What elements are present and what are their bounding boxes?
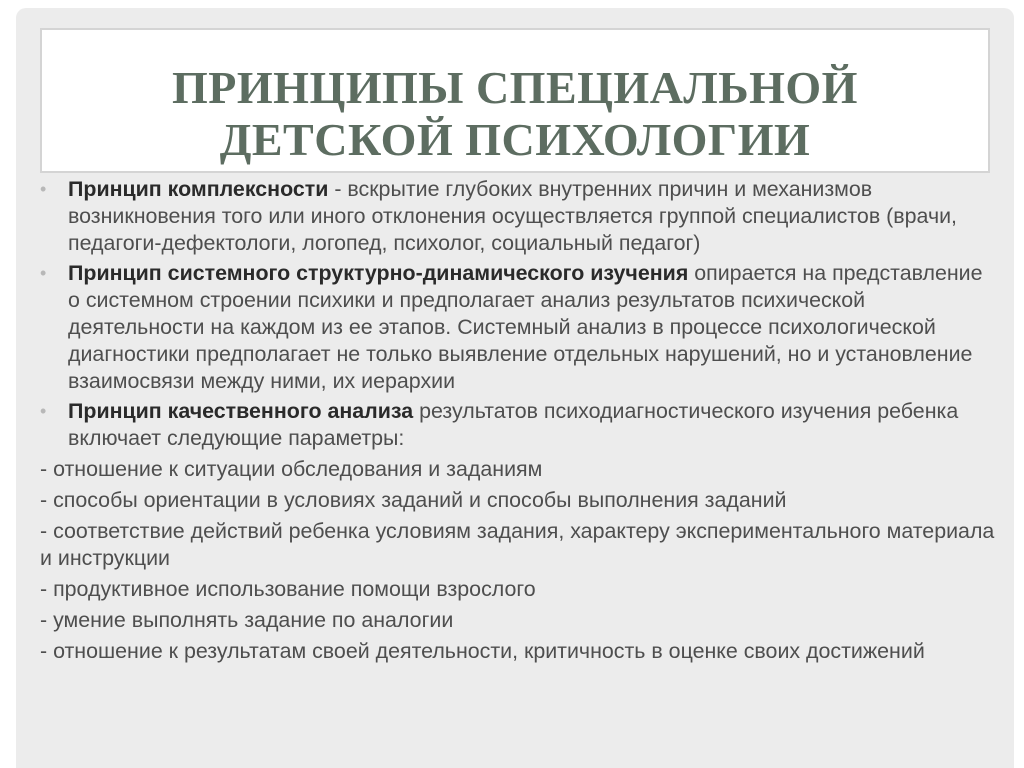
bullet-bold-text: Принцип комплексности <box>68 177 329 201</box>
title-box <box>40 28 990 173</box>
bullet-bold-text: Принцип качественного анализа <box>68 399 414 423</box>
parameter-item: - отношение к результатам своей деятельности, критичность в оценке своих достижений <box>40 639 925 663</box>
bullet-text: - вскрытие глубоких внутренних причин и механизмов возникновения того или иного отклонения осуществляется группой специалистов (врачи, педагоги-дефектологи, логопед, психолог, социальный педагог) <box>68 177 957 255</box>
slide-title <box>42 62 988 166</box>
bullet-item <box>40 398 1000 452</box>
parameter-item: - способы ориентации в условиях заданий и способы выполнения заданий <box>40 488 787 512</box>
parameter-item: - умение выполнять задание по аналогии <box>40 608 454 632</box>
bullet-item <box>40 260 1000 395</box>
bullet-bold-text: Принцип системного структурно-динамического изучения <box>68 261 689 285</box>
bullet-dot-icon: • <box>40 263 47 283</box>
slide-content <box>40 176 1000 665</box>
title-line-2: ДЕТСКОЙ ПСИХОЛОГИИ <box>219 114 811 165</box>
parameter-item: - отношение к ситуации обследования и заданиям <box>40 457 543 481</box>
bullet-text: опирается на представление о системном строении психики и предполагает анализ результатов психической деятельности на каждом из ее этапов. Системный анализ в процессе психологической диагностики предполагает не только выявление отдельных нарушений, но и установление взаимосвязи между ними, их иерархии <box>68 261 983 393</box>
bullet-text: результатов психодиагностического изучения ребенка включает следующие параметры: <box>68 399 959 450</box>
parameter-item: - соответствие действий ребенка условиям задания, характеру экспериментального материала и инструкции <box>40 519 995 570</box>
bullet-item <box>40 176 1000 257</box>
title-line-1: ПРИНЦИПЫ СПЕЦИАЛЬНОЙ <box>172 62 858 113</box>
parameter-item: - продуктивное использование помощи взрослого <box>40 577 536 601</box>
slide <box>16 8 1014 768</box>
bullet-dot-icon: • <box>40 401 47 421</box>
bullet-dot-icon: • <box>40 179 47 199</box>
